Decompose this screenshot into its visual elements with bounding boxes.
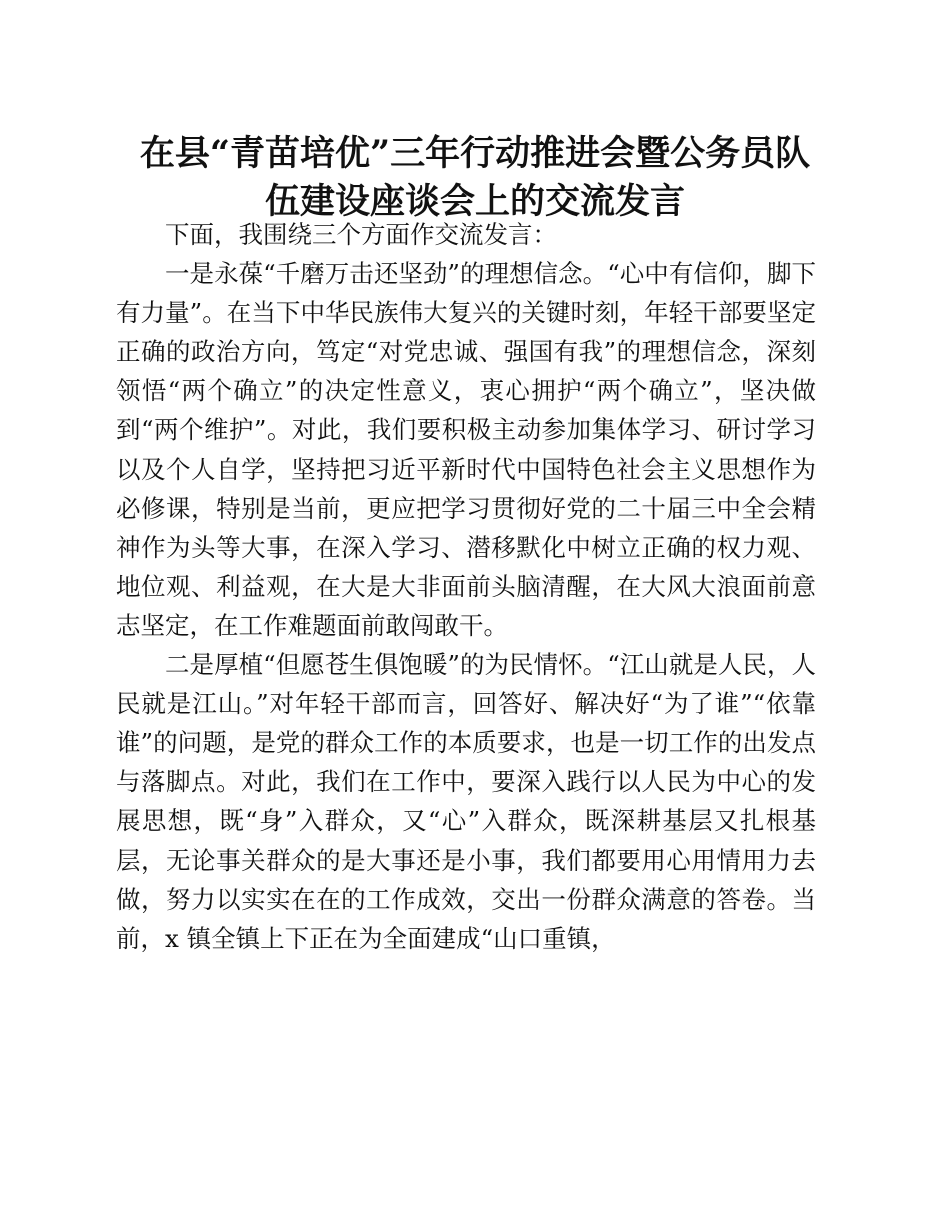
paragraph-point-one: 一是永葆“千磨万击还坚劲”的理想信念。“心中有信仰，脚下有力量”。在当下中华民族伟大复兴的关键时刻，年轻干部要坚定正确的政治方向，笃定“对党忠诚、强国有我”的理想信念，深刻领悟“两个确立”的决定性意义，衷心拥护“两个确立”，坚决做到“两个维护”。对此，我们要积极主动参加集体学习、研讨学习以及个人自学，坚持把习近平新时代中国特色社会主义思想作为必修课，特别是当前，更应把学习贯彻好党的二十届三中全会精神作为头等大事，在深入学习、潜移默化中树立正确的权力观、地位观、利益观，在大是大非面前头脑清醒，在大风大浪面前意志坚定，在工作难题面前敢闯敢干。: [116, 259, 816, 640]
title-line-2: 伍建设座谈会上的交流发言: [264, 181, 685, 222]
paragraph-point-two: 二是厚植“但愿苍生俱饱暖”的为民情怀。“江山就是人民，人民就是江山。”对年轻干部而言，回答好、解决好“为了谁”“依靠谁”的问题，是党的群众工作的本质要求，也是一切工作的出发点与落脚点。对此，我们在工作中，要深入践行以人民为中心的发展思想，既“身”入群众，又“心”入群众，既深耕基层又扎根基层，无论事关群众的是大事还是小事，我们都要用心用情用力去做，努力以实实在在的工作成效，交出一份群众满意的答卷。当前，x 镇全镇上下正在为全面建成“山口重镇，: [116, 650, 816, 953]
paragraph-intro: 下面，我围绕三个方面作交流发言：: [165, 220, 557, 249]
title-line-1: 在县“青苗培优”三年行动推进会暨公务员队: [139, 133, 811, 174]
document-title: [100, 130, 850, 226]
document-body: [116, 215, 816, 958]
